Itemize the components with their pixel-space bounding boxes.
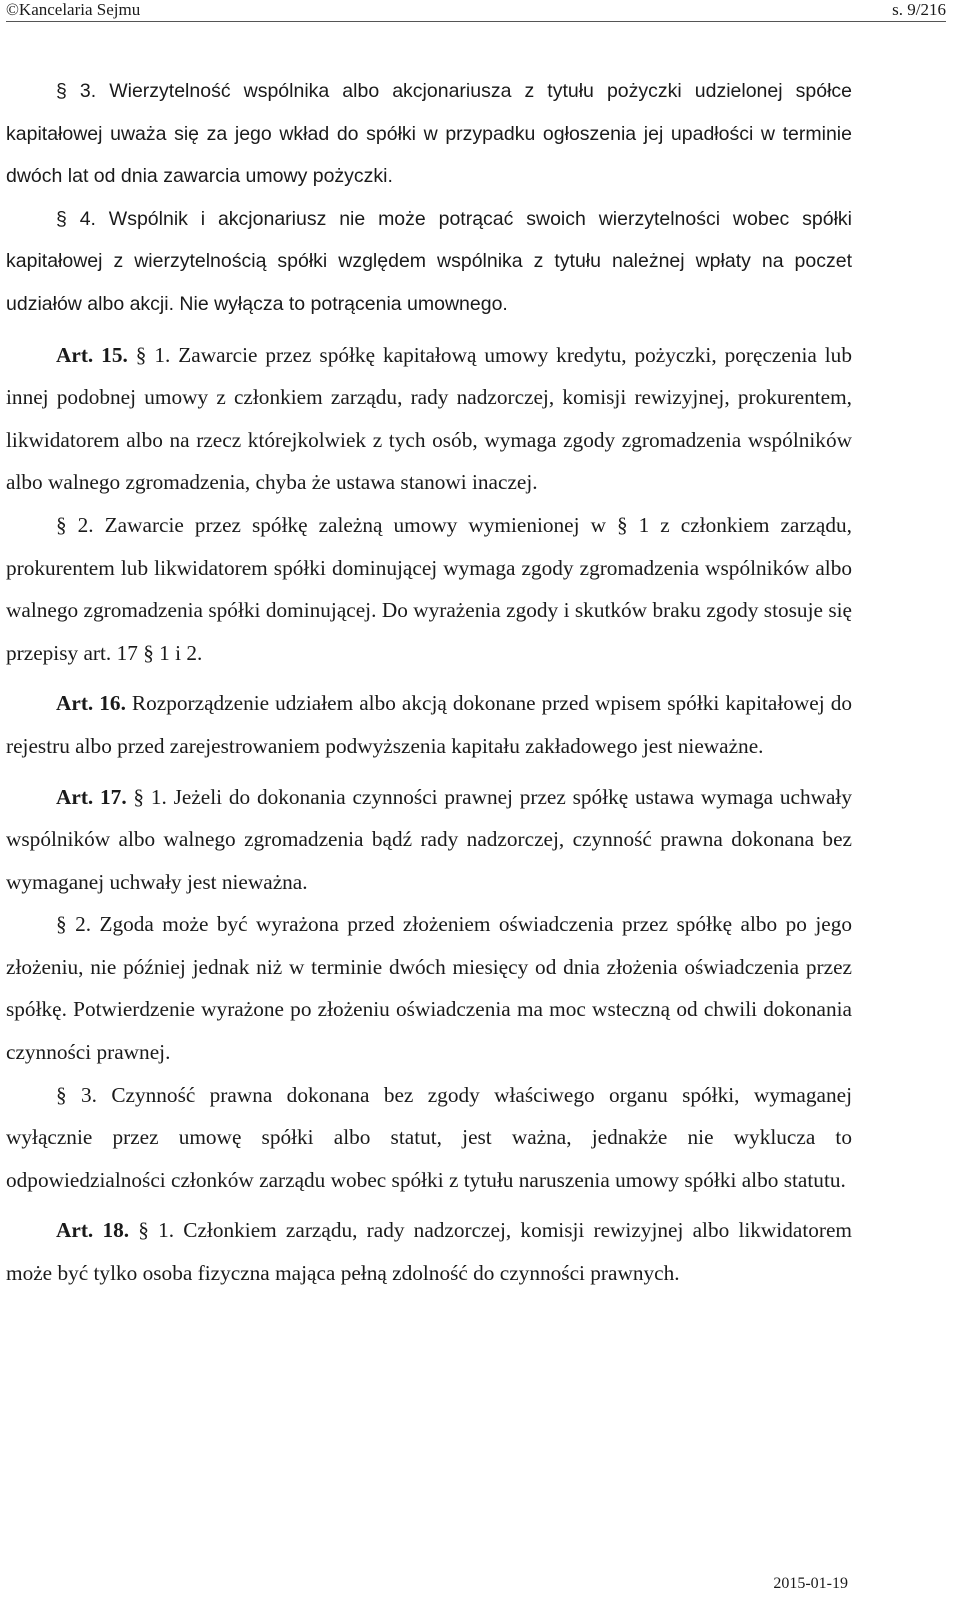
paragraph-art18-par1 bbox=[6, 1209, 852, 1294]
article-number: Art. 17. bbox=[56, 784, 127, 809]
article-number: Art. 18. bbox=[56, 1218, 130, 1243]
paragraph-text: Rozporządzenie udziałem albo akcją dokonane przed wpisem spółki kapitałowej do rejestru albo przed zarejestrowaniem podwyższenia kapitału zakładowego jest nieważne. bbox=[6, 691, 852, 758]
paragraph-text: § 1. Jeżeli do dokonania czynności prawnej przez spółkę ustawa wymaga uchwały wspólników albo walnego zgromadzenia bądź rady nadzorczej, czynność prawna dokonana bez wymaganej uchwały jest nieważna. bbox=[6, 784, 852, 894]
paragraph-art17-par2 bbox=[6, 903, 852, 1073]
paragraph-art14-par4 bbox=[6, 198, 852, 326]
header-copyright: ©Kancelaria Sejmu bbox=[6, 0, 141, 19]
paragraph-text: § 2. Zgoda może być wyrażona przed złożeniem oświadczenia przez spółkę albo po jego złożeniu, nie później jednak niż w terminie dwóch miesięcy od dnia złożenia oświadczenia przez spółkę. Potwierdzenie wyrażone po złożeniu oświadczenia ma moc wsteczną od chwili dokonania czynności prawnej. bbox=[6, 912, 852, 1065]
page-header bbox=[6, 0, 946, 22]
article-number: Art. 16. bbox=[56, 691, 126, 716]
paragraph-text: § 3. Czynność prawna dokonana bez zgody właściwego organu spółki, wymaganej wyłącznie przez umowę spółki albo statut, jest ważna, jednakże nie wyklucza to odpowiedzialności członków zarządu wobec spółki z tytułu naruszenia umowy spółki albo statutu. bbox=[6, 1082, 852, 1192]
paragraph-text: § 1. Zawarcie przez spółkę kapitałową umowy kredytu, pożyczki, poręczenia lub innej podobnej umowy z członkiem zarządu, rady nadzorczej, komisji rewizyjnej, prokurentem, likwidatorem albo na rzecz którejkolwiek z tych osób, wymaga zgody zgromadzenia wspólników albo walnego zgromadzenia, chyba że ustawa stanowi inaczej. bbox=[6, 342, 852, 495]
header-page-number: s. 9/216 bbox=[892, 0, 946, 19]
paragraph-text: § 3. Wierzytelność wspólnika albo akcjonariusza z tytułu pożyczki udzielonej spółce kapitałowej uważa się za jego wkład do spółki w przypadku ogłoszenia jej upadłości w terminie dwóch lat od dnia zawarcia umowy pożyczki. bbox=[6, 80, 852, 188]
paragraph-art17-par3 bbox=[6, 1074, 852, 1202]
paragraph-text: § 4. Wspólnik i akcjonariusz nie może potrącać swoich wierzytelności wobec spółki kapitałowej z wierzytelnością spółki względem wspólnika z tytułu należnej wpłaty na poczet udziałów albo akcji. Nie wyłącza to potrącenia umownego. bbox=[6, 207, 852, 315]
paragraph-text: § 2. Zawarcie przez spółkę zależną umowy wymienionej w § 1 z członkiem zarządu, prokurentem lub likwidatorem spółki dominującej wymaga zgody zgromadzenia wspólników albo walnego zgromadzenia spółki dominującej. Do wyrażenia zgody i skutków braku zgody stosuje się przepisy art. 17 § 1 i 2. bbox=[6, 512, 852, 665]
article-number: Art. 15. bbox=[56, 342, 128, 367]
paragraph-art17-par1 bbox=[6, 776, 852, 904]
paragraph-text: § 1. Członkiem zarządu, rady nadzorczej, komisji rewizyjnej albo likwidatorem może być tylko osoba fizyczna mająca pełną zdolność do czynności prawnych. bbox=[6, 1218, 852, 1286]
paragraph-art15-par1 bbox=[6, 334, 852, 504]
page-footer-date: 2015-01-19 bbox=[773, 1575, 848, 1592]
header-rule bbox=[6, 21, 946, 22]
paragraph-art14-par3 bbox=[6, 70, 852, 198]
document-body bbox=[6, 70, 852, 1295]
paragraph-art15-par2 bbox=[6, 504, 852, 674]
paragraph-art16 bbox=[6, 682, 852, 767]
